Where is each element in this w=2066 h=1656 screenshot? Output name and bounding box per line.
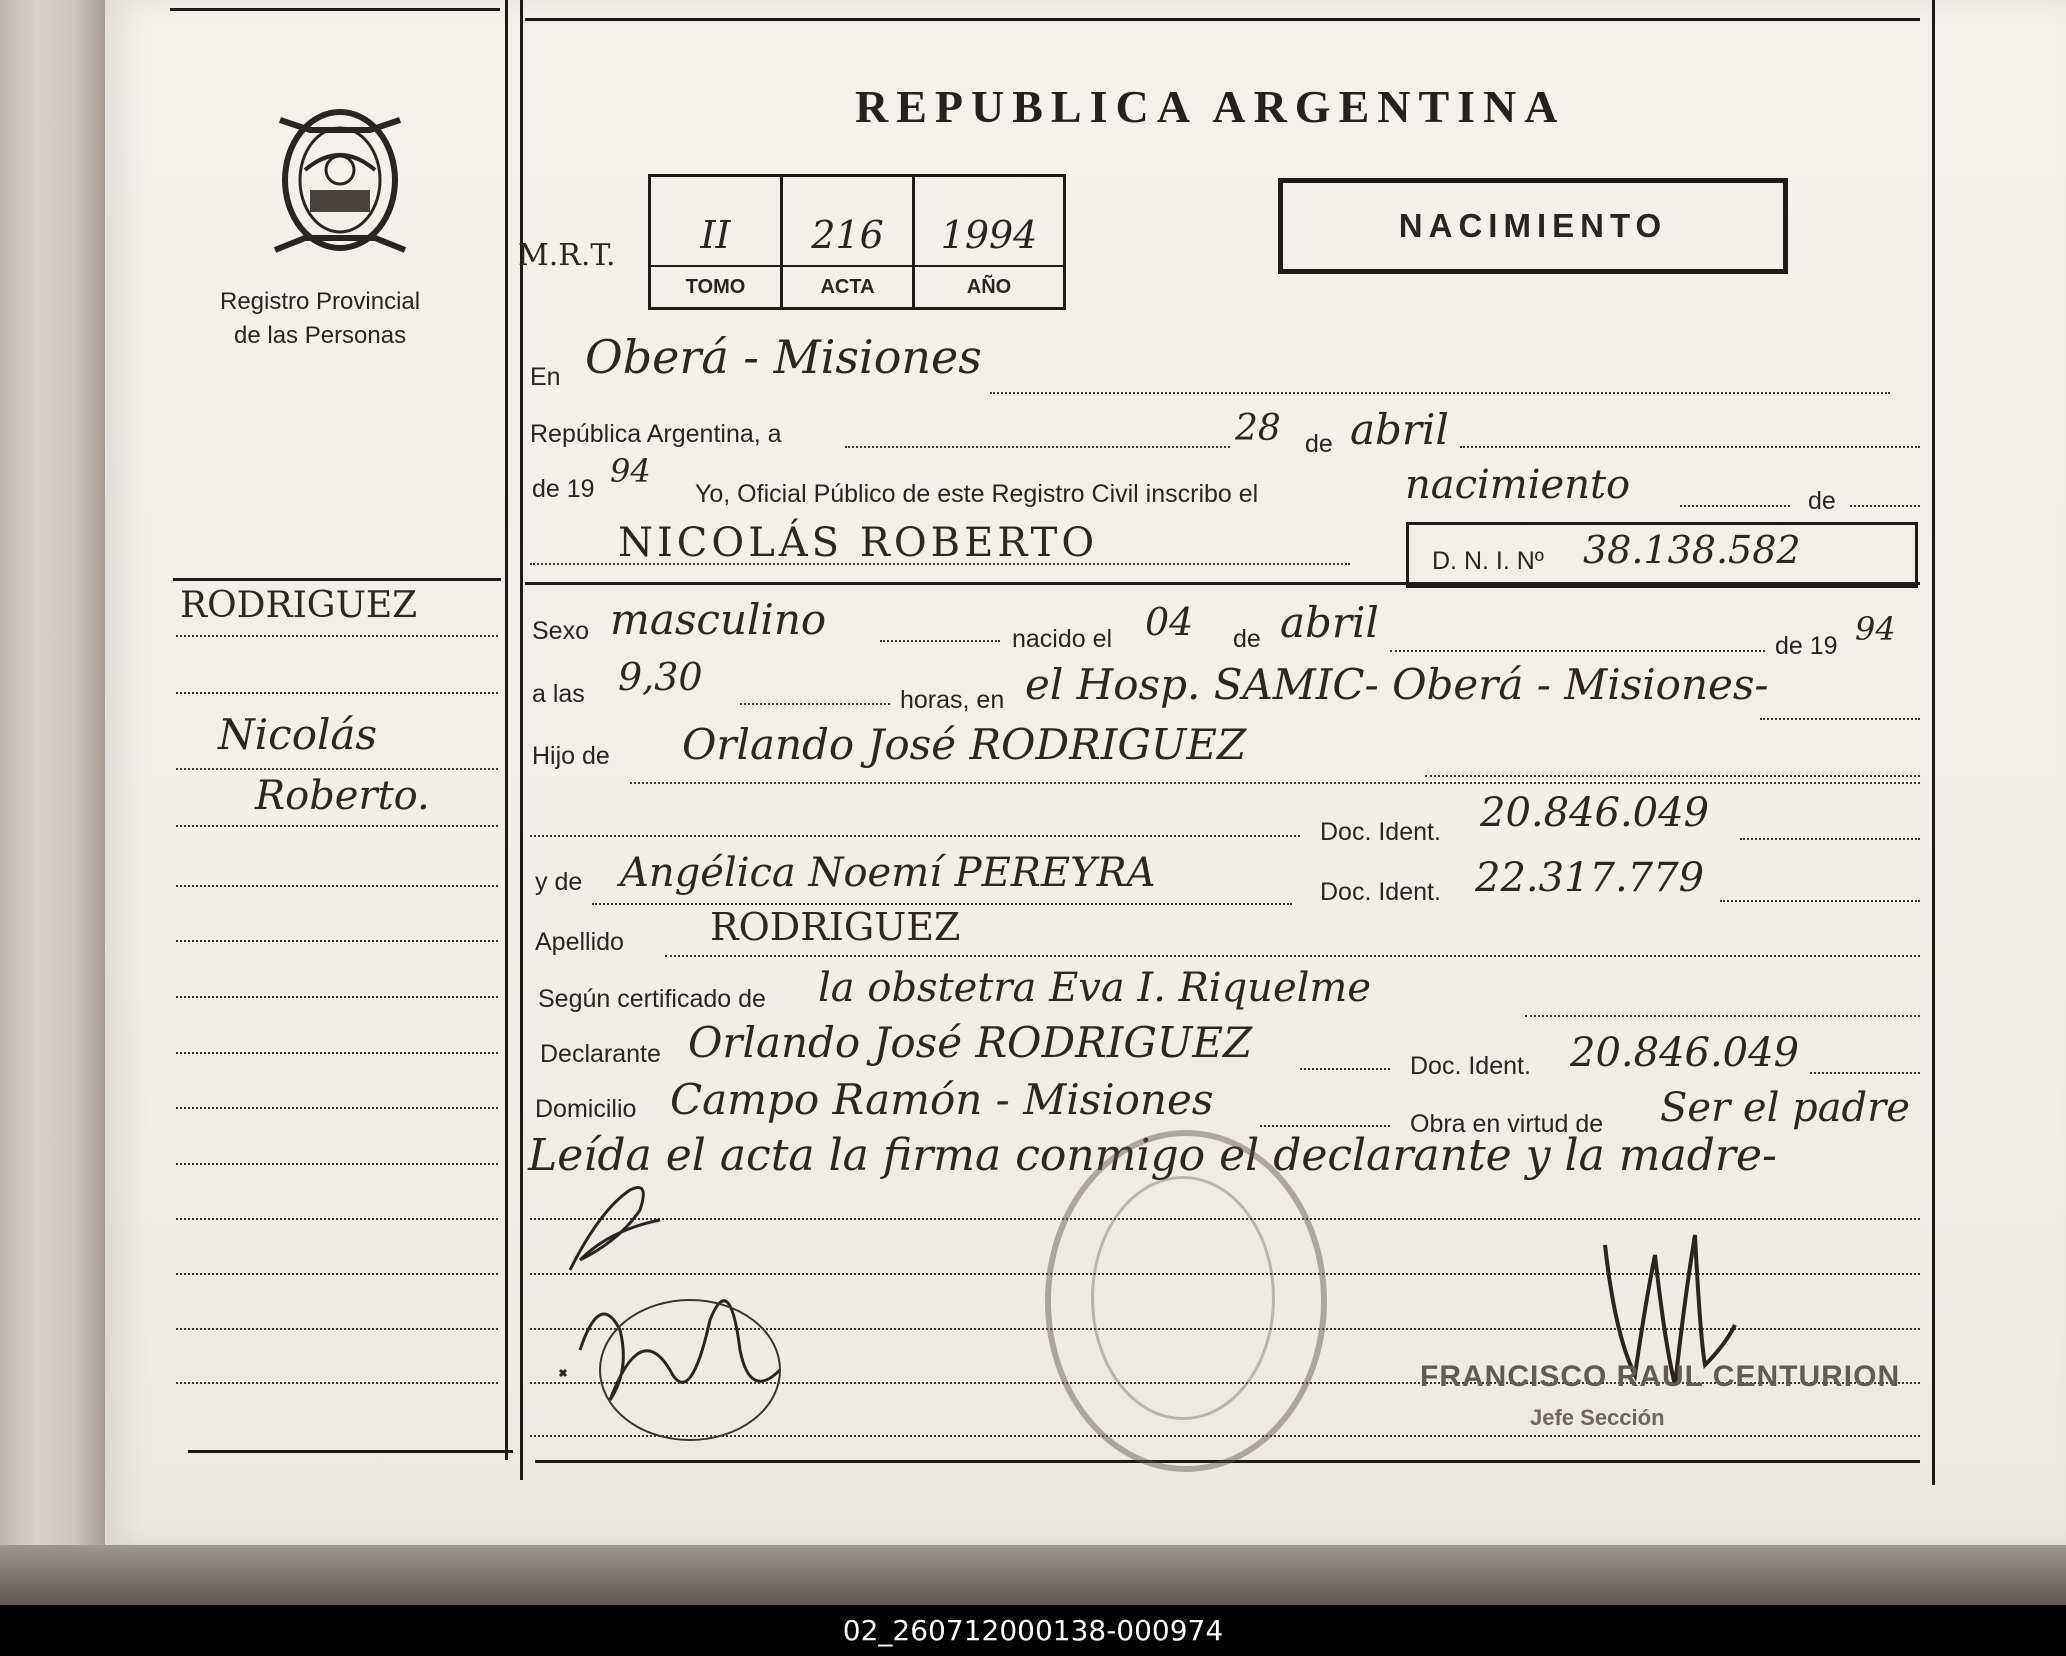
- apellido-line: [665, 955, 1920, 957]
- place-value: Oberá - Misiones: [585, 330, 982, 384]
- declarante-value: Orlando José RODRIGUEZ: [688, 1018, 1253, 1067]
- mother-doc-line: [1720, 900, 1920, 902]
- birth-place-value: el Hosp. SAMIC- Oberá - Misiones-: [1025, 660, 1769, 709]
- margin-given-name-1: Nicolás: [218, 710, 378, 759]
- top-rule-left: [170, 8, 500, 11]
- certificate-line: [1525, 1015, 1920, 1017]
- registry-line-2: de las Personas: [234, 322, 407, 349]
- date-line: [845, 446, 1230, 448]
- acta-value: 216: [811, 213, 884, 257]
- registry-line-1: Registro Provincial: [220, 288, 421, 315]
- declarant-signature-icon: [540, 1170, 800, 1450]
- provincial-seal-icon: [265, 100, 415, 260]
- child-name-value: NICOLÁS ROBERTO: [618, 520, 1099, 566]
- margin-given-name-2: Roberto.: [255, 773, 430, 819]
- domicilio-line: [1260, 1125, 1390, 1127]
- hour-value: 9,30: [618, 655, 703, 699]
- father-line-2: [630, 782, 1920, 784]
- closing-text: Leída el acta la firma conmigo el declarante y la madre-: [528, 1130, 1777, 1181]
- oficial-text: Yo, Oficial Público de este Registro Civil inscribo el: [695, 480, 1259, 508]
- official-stamp-name: FRANCISCO RAUL CENTURION: [1420, 1360, 1901, 1393]
- alas-label: a las: [532, 680, 585, 708]
- official-stamp: [1045, 1130, 1327, 1472]
- de19-label: de 19: [532, 475, 595, 503]
- margin-dots: [176, 825, 498, 827]
- father-doc-line-2: [1740, 838, 1920, 840]
- birth-place-line: [1760, 718, 1920, 720]
- margin-dots: [176, 768, 498, 770]
- declarante-doc-value: 20.846.049: [1570, 1030, 1800, 1076]
- father-value: Orlando José RODRIGUEZ: [682, 720, 1247, 769]
- birth-day-value: 04: [1145, 600, 1194, 644]
- horas-label: horas, en: [900, 686, 1005, 714]
- scan-id-caption: 02_260712000138-000974: [0, 1605, 2066, 1656]
- month-value: abril: [1350, 405, 1449, 454]
- de-label-3: de: [1233, 625, 1261, 653]
- father-line: [1425, 775, 1920, 777]
- de-label-2: de: [1808, 487, 1836, 515]
- declarante-doc-line: [1810, 1072, 1920, 1074]
- declarante-line: [1300, 1068, 1390, 1070]
- nacido-label: nacido el: [1012, 625, 1113, 653]
- doc-label-3: Doc. Ident.: [1410, 1052, 1531, 1080]
- declarante-label: Declarante: [540, 1040, 661, 1068]
- month-line: [1460, 446, 1920, 448]
- doc-label-2: Doc. Ident.: [1320, 878, 1441, 906]
- domicilio-value: Campo Ramón - Misiones: [670, 1075, 1214, 1124]
- tomo-value: II: [700, 213, 731, 257]
- birth-year-suffix: 94: [1855, 610, 1896, 648]
- apellido-label: Apellido: [535, 928, 624, 956]
- yde-label: y de: [535, 868, 583, 896]
- document-type-box: [1278, 178, 1788, 274]
- margin-dots: [176, 1107, 498, 1109]
- mother-value: Angélica Noemí PEREYRA: [620, 850, 1156, 896]
- margin-dots: [176, 635, 498, 637]
- acta-label: ACTA: [783, 265, 912, 307]
- birth-month-line: [1390, 650, 1765, 652]
- mrt-label: M.R.T.: [518, 238, 616, 273]
- dni-label: D. N. I. Nº: [1432, 547, 1544, 575]
- margin-dots: [176, 1218, 498, 1220]
- margin-dots: [176, 1052, 498, 1054]
- tomo-label: TOMO: [651, 265, 780, 307]
- record-number-table: [648, 174, 1066, 310]
- margin-dots: [176, 940, 498, 942]
- official-stamp-sub: Jefe Sección: [1530, 1405, 1665, 1430]
- tomo-cell: [651, 177, 783, 307]
- top-rule-right: [525, 18, 1920, 21]
- ano-value: 1994: [940, 213, 1038, 257]
- sexo-line: [880, 640, 1000, 642]
- segun-label: Según certificado de: [538, 985, 766, 1013]
- act-type-line-2: [1850, 505, 1920, 507]
- margin-dots: [176, 996, 498, 998]
- ano-label: AÑO: [915, 265, 1063, 307]
- form-left-border: [520, 0, 523, 1480]
- republica-label: República Argentina, a: [530, 420, 782, 448]
- page-title: REPUBLICA ARGENTINA: [855, 81, 1566, 132]
- sexo-value: masculino: [610, 595, 827, 644]
- margin-divider: [505, 0, 508, 1460]
- official-stamp-inner: [1091, 1176, 1275, 1420]
- father-doc-line: [530, 835, 1300, 837]
- margin-dots: [176, 1163, 498, 1165]
- margin-dots: [176, 1273, 498, 1275]
- en-label: En: [530, 363, 561, 391]
- sexo-label: Sexo: [532, 617, 589, 645]
- book-bottom-edge: [0, 1545, 2066, 1605]
- dni-value: 38.138.582: [1583, 528, 1801, 572]
- margin-dots: [176, 1328, 498, 1330]
- margin-header-rule: [173, 578, 501, 581]
- year-suffix: 94: [610, 452, 651, 490]
- apellido-value: RODRIGUEZ: [710, 905, 961, 949]
- de-label-1: de: [1305, 430, 1333, 458]
- certificate-value: la obstetra Eva I. Riquelme: [818, 965, 1372, 1011]
- document-type: NACIMIENTO: [1398, 207, 1668, 244]
- margin-bottom-rule: [188, 1450, 513, 1453]
- acta-cell: [783, 177, 915, 307]
- day-value: 28: [1235, 408, 1281, 449]
- hour-line: [740, 703, 890, 705]
- margin-dots: [176, 692, 498, 694]
- act-type-line: [1680, 505, 1790, 507]
- father-doc-value: 20.846.049: [1480, 790, 1710, 836]
- hijo-label: Hijo de: [532, 742, 610, 770]
- mother-doc-value: 22.317.779: [1475, 855, 1705, 901]
- book-spine: [0, 0, 120, 1605]
- doc-label-1: Doc. Ident.: [1320, 818, 1441, 846]
- place-line: [990, 392, 1890, 394]
- obra-label: Obra en virtud de: [1410, 1110, 1604, 1138]
- ano-cell: [915, 177, 1063, 307]
- right-border: [1932, 0, 1935, 1485]
- act-type-value: nacimiento: [1405, 462, 1631, 508]
- domicilio-label: Domicilio: [535, 1095, 637, 1123]
- margin-surname: RODRIGUEZ: [180, 585, 418, 626]
- de19b-label: de 19: [1775, 632, 1838, 660]
- birth-month-value: abril: [1280, 598, 1379, 647]
- margin-dots: [176, 885, 498, 887]
- obra-value: Ser el padre: [1660, 1085, 1910, 1131]
- margin-dots: [176, 1382, 498, 1384]
